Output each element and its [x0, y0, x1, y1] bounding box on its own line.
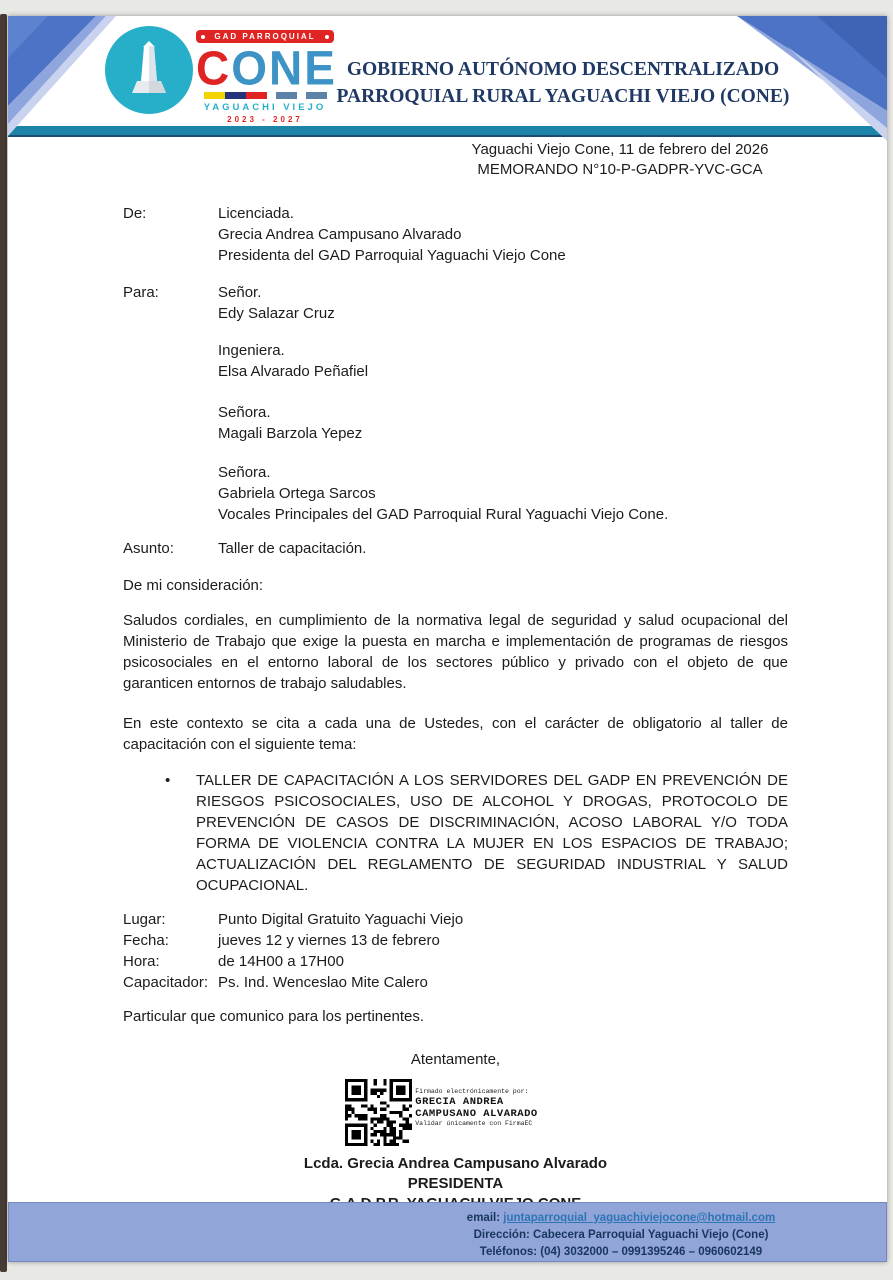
recipient-name: Magali Barzola Yepez [218, 425, 363, 442]
logo-period: 2023 - 2027 [227, 115, 303, 124]
letter-page [8, 16, 887, 1262]
para-value [218, 282, 788, 525]
date-line: Yaguachi Viejo Cone, 11 de febrero del 2026 [471, 141, 769, 158]
para-row [123, 282, 788, 525]
memo-number-line: MEMORANDO N°10-P-GADPR-YVC-GCA [477, 161, 763, 178]
letterhead [8, 16, 887, 122]
band-dot-icon [201, 35, 205, 39]
bullet-icon: • [165, 772, 171, 789]
recipient-group [218, 282, 788, 324]
stamp-text [415, 1079, 537, 1128]
bullet-item [165, 770, 788, 896]
footer-contact [447, 1210, 795, 1261]
detail-label: Capacitador: [123, 974, 209, 991]
logo-subtitle: YAGUACHI VIEJO [203, 102, 327, 113]
recipient-honorific: Señor. [218, 284, 262, 301]
de-value [218, 203, 788, 266]
recipient-group [218, 402, 788, 444]
recipient-name: Gabriela Ortega Sarcos [218, 485, 376, 502]
recipient-role: Vocales Principales del GAD Parroquial Rural Yaguachi Viejo Cone. [218, 506, 669, 523]
corner-ribbon-left-icon [8, 16, 116, 141]
org-title-line2: PARROQUIAL RURAL YAGUACHI VIEJO (CONE) [336, 86, 790, 107]
de-row [123, 203, 788, 266]
footer-address: Dirección: Cabecera Parroquial Yaguachi Viejo (Cone) [473, 1229, 769, 1241]
org-title-line1: GOBIERNO AUTÓNOMO DESCENTRALIZADO [346, 59, 780, 80]
sender-honorific: Licenciada. [218, 205, 294, 222]
asunto-value: Taller de capacitación. [218, 540, 367, 557]
detail-row-fecha [123, 930, 788, 951]
sender-name: Grecia Andrea Campusano Alvarado [218, 226, 462, 243]
gad-logo [105, 26, 337, 124]
valediction: Atentamente, [410, 1051, 501, 1068]
recipient-group [218, 462, 788, 525]
scan-edge-shadow [0, 14, 7, 1272]
recipient-group [218, 340, 788, 382]
detail-row-capacitador [123, 972, 788, 993]
detail-value: jueves 12 y viernes 13 de febrero [218, 932, 440, 949]
stamp-signer-last: CAMPUSANO ALVARADO [415, 1108, 538, 1120]
detail-value: Ps. Ind. Wenceslao Mite Calero [218, 974, 428, 991]
letter-content [8, 140, 887, 1214]
detail-label: Fecha: [123, 932, 169, 949]
stamp-signer-first: GRECIA ANDREA [415, 1096, 504, 1108]
detail-value: Punto Digital Gratuito Yaguachi Viejo [218, 911, 464, 928]
detail-label: Hora: [123, 953, 160, 970]
de-label: De: [123, 205, 147, 222]
bullet-text: TALLER DE CAPACITACIÓN A LOS SERVIDORES DEL GADP EN PREVENCIÓN DE RIESGOS PSICOSOCIALES, USO DE ALCOHOL Y DROGAS, PROTOCOLO DE PREVENCIÓN DE CASOS DE DISCRIMINACIÓN, ACOSO LABORAL Y/O TODA FORMA DE VIOLENCIA CONTRA LA MUJER EN LOS ESPACIOS DE TRABAJO; ACTUALIZACIÓN DEL REGLAMENTO DE SEGURIDAD INDUSTRIAL Y SALUD OCUPACIONAL. [196, 772, 788, 894]
cone-wordmark [196, 40, 337, 95]
org-title [328, 56, 798, 110]
footer-phones: Teléfonos: (04) 3032000 – 0991395246 – 0960602149 [479, 1246, 763, 1258]
cone-letters-one: ONE [231, 40, 337, 95]
footer-email-link[interactable]: juntaparroquial_yaguachiviejocone@hotmail.com [503, 1212, 776, 1224]
detail-row-lugar [123, 909, 788, 930]
detail-label: Lugar: [123, 911, 166, 928]
recipient-honorific: Ingeniera. [218, 342, 285, 359]
recipient-honorific: Señora. [218, 404, 271, 421]
cone-letter-c: C [196, 40, 232, 95]
qr-code-stamp [345, 1079, 412, 1152]
electronic-signature-stamp [345, 1079, 537, 1152]
detail-row-hora [123, 951, 788, 972]
footer-email-label: email: [466, 1212, 501, 1224]
event-details [123, 909, 788, 993]
closing-note: Particular que comunico para los pertinentes. [123, 1008, 424, 1025]
signer-name: Lcda. Grecia Andrea Campusano Alvarado [303, 1155, 608, 1172]
salutation: De mi consideración: [123, 577, 264, 594]
sender-title: Presidenta del GAD Parroquial Yaguachi Viejo Cone [218, 247, 566, 264]
recipient-honorific: Señora. [218, 464, 271, 481]
recipient-name: Elsa Alvarado Peñafiel [218, 363, 369, 380]
body-paragraph-2: En este contexto se cita a cada una de Ustedes, con el carácter de obligatorio al taller de capacitación con el siguiente tema: [123, 715, 788, 753]
body-paragraph-1: Saludos cordiales, en cumplimiento de la normativa legal de seguridad y salud ocupacional del Ministerio de Trabajo que exige la puesta en marcha e implementación de programas de riesgos psicosociales en el entorno laboral de los sectores público y privado con el objeto de que garanticen entornos de trabajo saludables. [123, 612, 788, 692]
band-dot-icon [325, 35, 329, 39]
recipient-name: Edy Salazar Cruz [218, 305, 335, 322]
footer-bar [8, 1202, 887, 1262]
date-block [470, 140, 770, 180]
asunto-label: Asunto: [123, 540, 174, 557]
logo-wordmark [196, 26, 337, 124]
obelisk-icon [105, 26, 193, 114]
detail-value: de 14H00 a 17H00 [218, 953, 344, 970]
asunto-row [123, 538, 788, 559]
signer-title: PRESIDENTA [407, 1175, 504, 1192]
stamp-caption-top: Firmado electrónicamente por: [415, 1088, 529, 1095]
signature-block [123, 1079, 788, 1214]
gad-band-label: GAD PARROQUIAL [214, 32, 316, 41]
para-label: Para: [123, 284, 159, 301]
footer-email-line [447, 1210, 795, 1227]
stamp-caption-bottom: Validar únicamente con FirmaEC [415, 1120, 533, 1127]
